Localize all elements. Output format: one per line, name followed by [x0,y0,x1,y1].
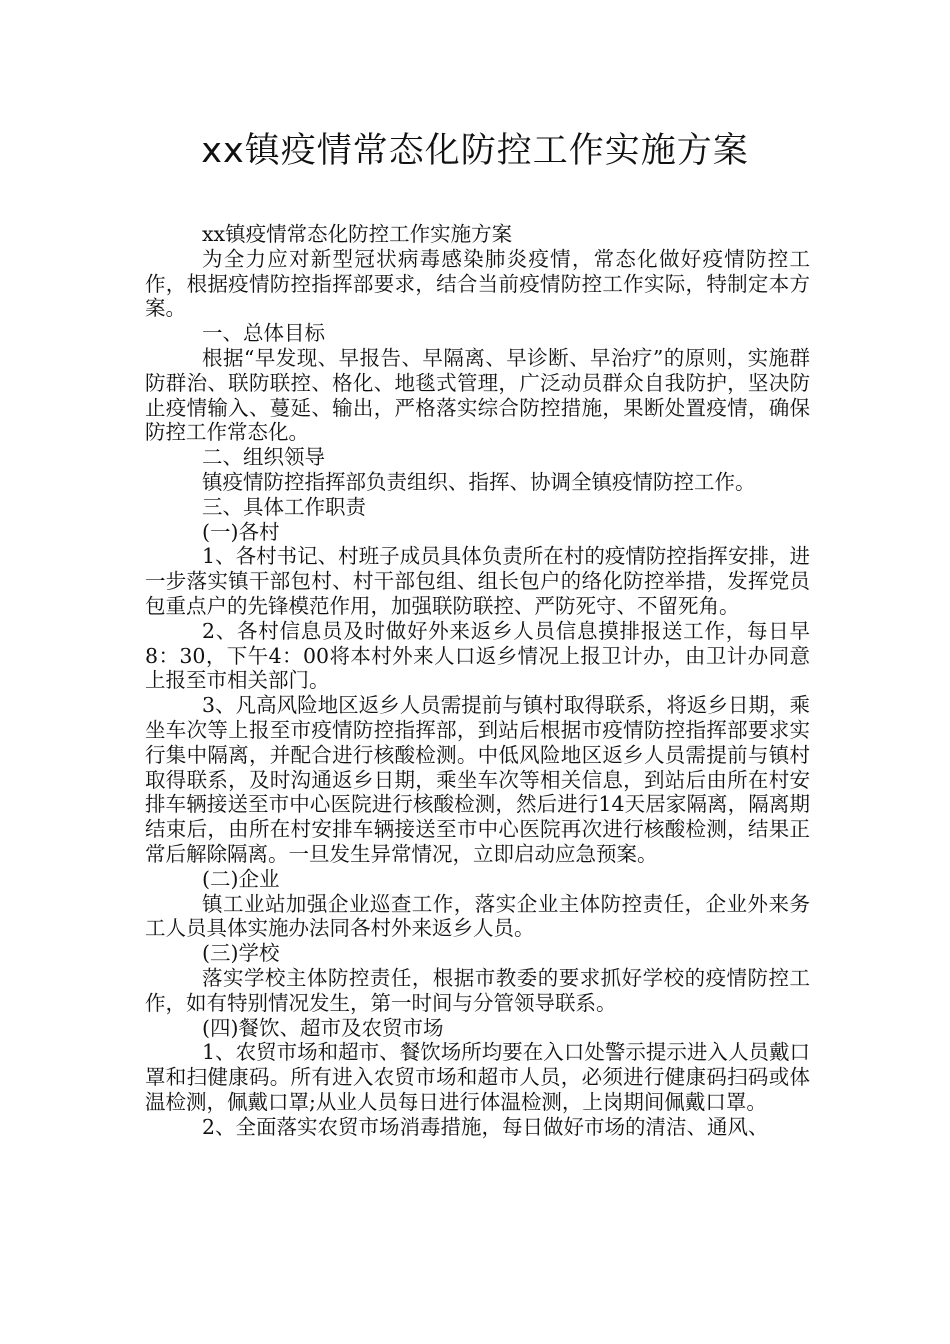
subsection-heading: (二)企业 [202,866,280,891]
paragraph: 1、农贸市场和超市、餐饮场所均要在入口处警示提示进入人员戴口罩和扫健康码。所有进入农贸市场和超市人员，必须进行健康码扫码或体温检测，佩戴口罩;从业人员每日进行体温检测，上岗期间佩戴口罩。 [145,1040,810,1114]
paragraph: xx镇疫情常态化防控工作实施方案 [202,222,513,246]
paragraph: 3、凡高风险地区返乡人员需提前与镇村取得联系，将返乡日期，乘坐车次等上报至市疫情防控指挥部，到站后根据市疫情防控指挥部要求实行集中隔离，并配合进行核酸检测。中低风险地区返乡人员需提前与镇村取得联系，及时沟通返乡日期，乘坐车次等相关信息，到站后由所在村安排车辆接送至市中心医院进行核酸检测，然后进行14天居家隔离，隔离期结束后，由所在村安排车辆接送至市中心医院再次进行核酸检测，结果正常后解除隔离。一旦发生异常情况，立即启动应急预案。 [145,693,810,866]
section-heading: 一、总体目标 [202,321,325,346]
paragraph: 1、各村书记、村班子成员具体负责所在村的疫情防控指挥安排，进一步落实镇干部包村、村干部包组、组长包户的络化防控举措，发挥党员包重点户的先锋模范作用，加强联防联控、严防死守、不留死角。 [145,544,810,618]
paragraph: 落实学校主体防控责任，根据市教委的要求抓好学校的疫情防控工作，如有特别情况发生，第一时间与分管领导联系。 [145,965,810,1015]
section-heading: 二、组织领导 [202,445,325,470]
paragraph: 镇疫情防控指挥部负责组织、指挥、协调全镇疫情防控工作。 [202,469,756,494]
paragraph: 为全力应对新型冠状病毒感染肺炎疫情，常态化做好疫情防控工作，根据疫情防控指挥部要求，结合当前疫情防控工作实际，特制定本方案。 [145,246,810,321]
paragraph: 根据“早发现、早报告、早隔离、早诊断、早治疗”的原则，实施群防群治、联防联控、格化、地毯式管理，广泛动员群众自我防护，坚决防止疫情输入、蔓延、输出，严格落实综合防控措施，果断处置疫情，确保防控工作常态化。 [145,345,810,445]
subsection-heading: (三)学校 [202,941,280,966]
paragraph: 2、全面落实农贸市场消毒措施，每日做好市场的清洁、通风、 [202,1114,769,1139]
paragraph: 镇工业站加强企业巡查工作，落实企业主体防控责任，企业外来务工人员具体实施办法同各村外来返乡人员。 [145,891,810,941]
document-title: xx镇疫情常态化防控工作实施方案 [201,131,749,171]
document-body [145,222,810,1139]
subsection-heading: (四)餐饮、超市及农贸市场 [202,1015,444,1040]
section-heading: 三、具体工作职责 [202,494,366,519]
subsection-heading: (一)各村 [202,519,280,544]
paragraph: 2、各村信息员及时做好外来返乡人员信息摸排报送工作，每日早8：30，下午4：00将本村外来人口返乡情况上报卫计办，由卫计办同意上报至市相关部门。 [145,618,810,693]
